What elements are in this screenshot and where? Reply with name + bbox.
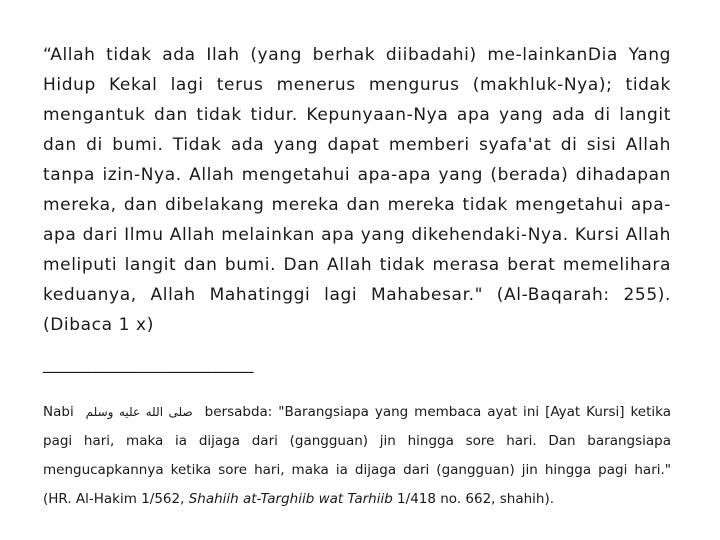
reference-book-title: Shahiih at-Targhiib wat Tarhiib <box>188 491 393 507</box>
reference-close: 1/418 no. 662, shahih). <box>392 491 555 507</box>
reference-open: (HR. Al-Hakim 1/562, <box>43 491 189 507</box>
hadith-paragraph <box>43 398 671 514</box>
verse-translation: “Allah tidak ada Ilah (yang berhak diibadahi) me-lainkanDia Yang Hidup Kekal lagi terus menerus mengurus (makhluk-Nya); tidak mengantuk dan tidak tidur. Kepunyaan-Nya apa yang ada di langit dan di bumi. Tidak ada yang dapat memberi syafa'at di sisi Allah tanpa izin-Nya. Allah mengetahui apa-apa yang (berada) dihadapan mereka, dan dibelakang mereka dan mereka tidak mengetahui apa-apa dari Ilmu Allah melainkan apa yang dikehendaki-Nya. Kursi Allah meliputi langit dan bumi. Dan Allah tidak merasa berat memelihara keduanya, Allah Mahatinggi lagi Mahabesar." (Al-Baqarah: 255). (Dibaca 1 x) <box>43 45 671 335</box>
hadith-reference <box>43 491 554 507</box>
salawat-arabic: صلى الله عليه وسلم <box>85 405 193 419</box>
hadith-body: bersabda: "Barangsiapa yang membaca ayat ini [Ayat Kursi] ketika pagi hari, maka ia dijaga dari (gangguan) jin hingga sore hari. Dan barangsiapa mengucapkannya ketika sore hari, maka ia dijaga dari (gangguan) jin hingga pagi hari." <box>43 404 672 478</box>
hadith-prefix: Nabi <box>43 404 74 420</box>
divider-line: ____________________________ <box>43 354 253 373</box>
document-page <box>43 40 671 514</box>
